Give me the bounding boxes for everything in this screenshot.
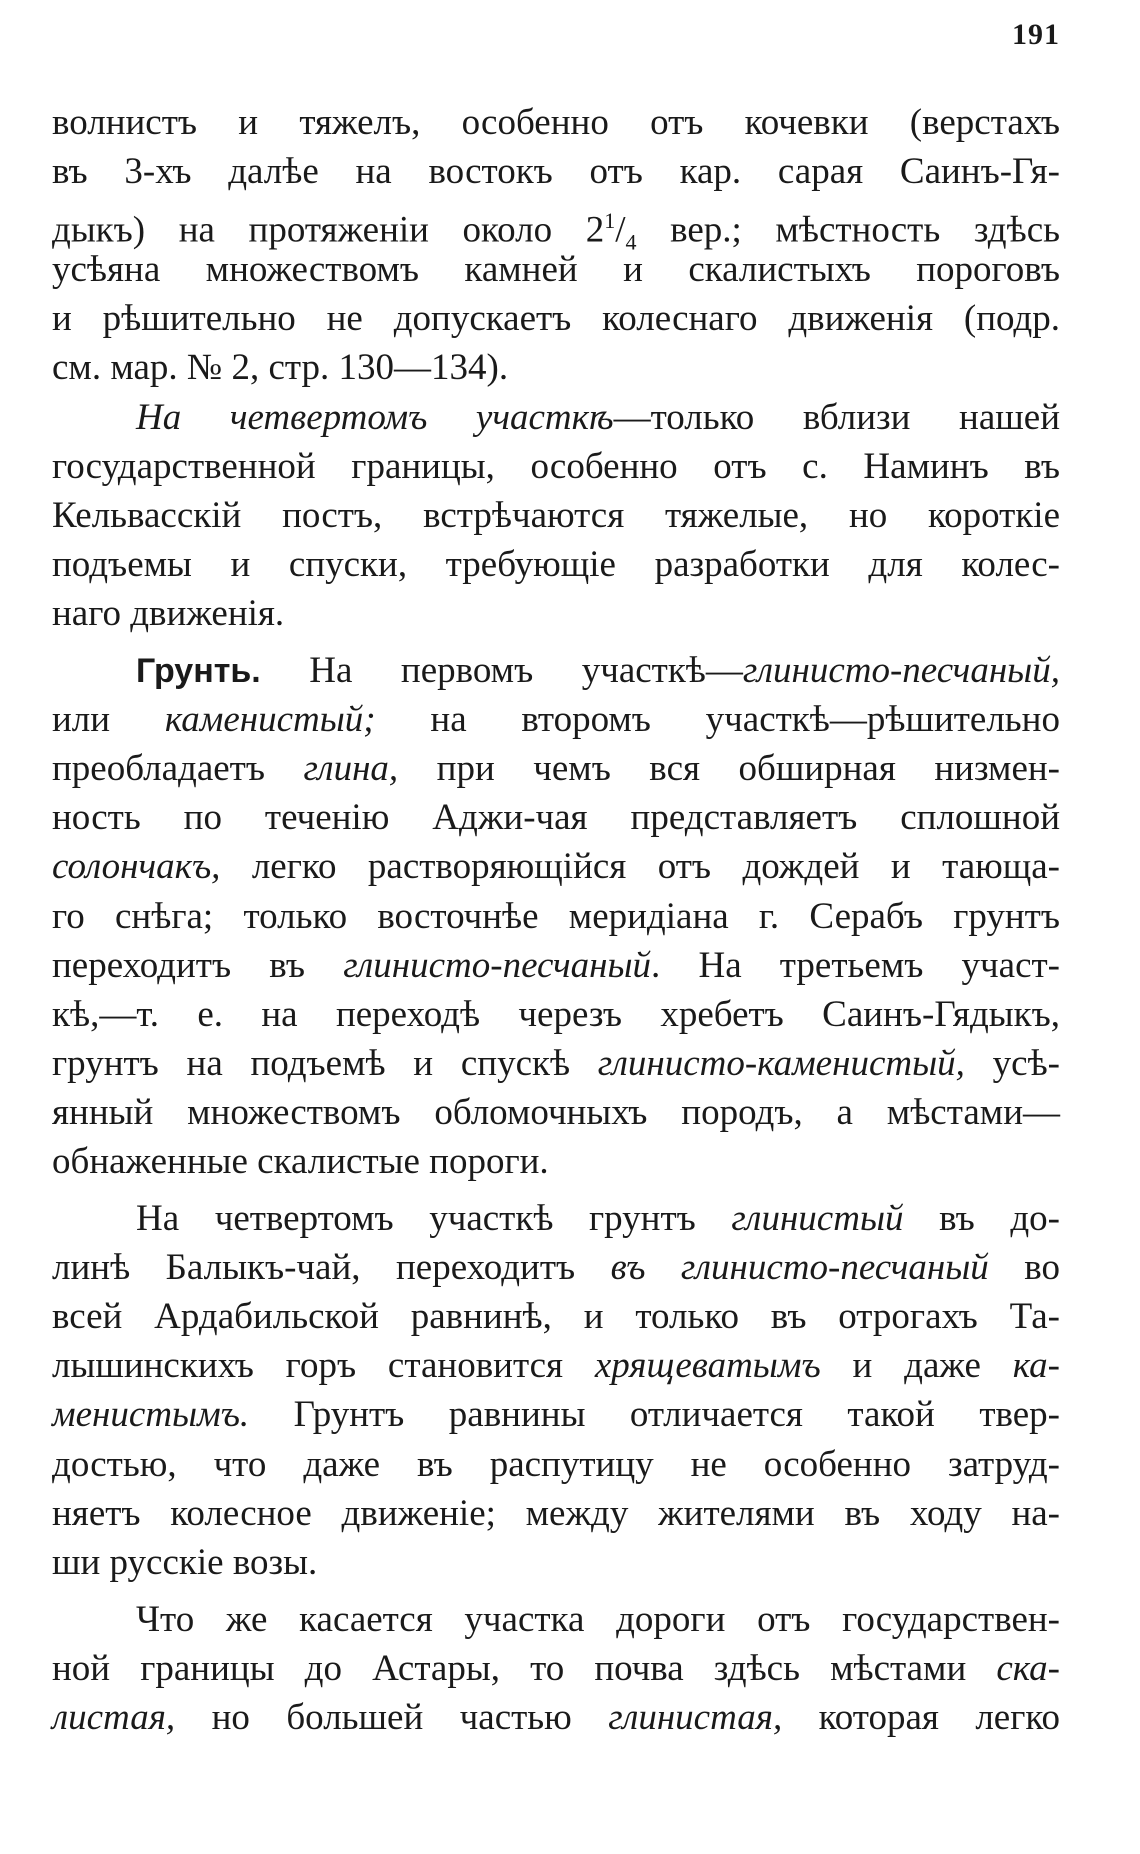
fraction-slash: / (615, 209, 626, 251)
italic-term: глинисто-песчаный, (742, 650, 1060, 692)
fraction-denominator: 4 (625, 229, 637, 255)
text-span: лышинскихъ горъ становится (52, 1345, 595, 1387)
text-line (52, 1693, 1060, 1742)
text-line: государственной границы, особенно отъ с. Наминъ въ (52, 445, 1060, 487)
page-number: 191 (1012, 18, 1060, 51)
italic-term: въ глинисто-песчаный (610, 1247, 989, 1289)
italic-term: глинисто-песчаный (343, 944, 652, 986)
text-line: обнаженные скалистые пороги. (52, 1140, 549, 1182)
text-span: преобладаетъ (52, 748, 304, 790)
text-span: при чемъ вся обширная низмен- (398, 748, 1060, 790)
text-line: см. мар. № 2, стр. 130—134). (52, 347, 509, 389)
italic-term: глина, (303, 748, 399, 790)
italic-term: ка- (1012, 1345, 1061, 1387)
text-line (52, 393, 1060, 442)
text-line (52, 1243, 1060, 1292)
text-line: Кельвасскій постъ, встрѣчаются тяжелые, но короткіе (52, 494, 1060, 536)
text-line (52, 1644, 1060, 1693)
text-line (52, 646, 1060, 695)
text-span: въ до- (903, 1198, 1060, 1240)
paragraph-gap (52, 1587, 1060, 1595)
italic-term: листая, (52, 1697, 176, 1738)
paragraph-5 (52, 1595, 1060, 1742)
text-span: грунтъ на подъемѣ и спускѣ (52, 1042, 598, 1084)
text-span: На четвертомъ участкѣ грунтъ (136, 1198, 732, 1240)
text-span: дыкъ) на протяженіи около 2 (52, 209, 605, 251)
text-line: ность по теченію Аджи-чая представляетъ сплошной (52, 797, 1060, 839)
text-line: го снѣга; только восточнѣе меридіана г. Серабъ грунтъ (52, 895, 1060, 937)
paragraph-4 (52, 1194, 1060, 1587)
text-line: ши русскіе возы. (52, 1541, 318, 1583)
text-line: усѣяна множествомъ камней и скалистыхъ пороговъ (52, 249, 1060, 291)
text-line: волнистъ и тяжелъ, особенно отъ кочевки (верстахъ (52, 102, 1060, 143)
italic-term: На четвертомъ участкѣ (136, 396, 614, 438)
text-line: янный множествомъ обломочныхъ породъ, а мѣстами— (52, 1091, 1060, 1133)
paragraph-3 (52, 646, 1060, 1186)
paragraph-gap (52, 638, 1060, 646)
italic-term: глинисто-каменистый, (597, 1042, 965, 1084)
text-line: наго движенія. (52, 592, 285, 634)
text-line (52, 941, 1060, 990)
text-span: линѣ Балыкъ-чай, переходитъ (52, 1247, 611, 1289)
italic-term: солончакъ, (52, 846, 221, 888)
text-span: ной границы до Астары, то почва здѣсь мѣстами (52, 1647, 997, 1689)
text-line: подъемы и спуски, требующіе разработки для колес- (52, 543, 1060, 585)
text-line: всей Ардабильской равнинѣ, и только въ отрогахъ Та- (52, 1296, 1060, 1338)
text-span: На первомъ участкѣ— (260, 650, 743, 692)
text-line: няетъ колесное движеніе; между жителями въ ходу на- (52, 1492, 1060, 1534)
text-line (52, 1390, 1060, 1439)
text-line: въ 3-хъ далѣе на востокъ отъ кар. сарая Саинъ-Гя- (52, 151, 1060, 193)
italic-term: менистымъ. (52, 1394, 250, 1436)
text-span: во (988, 1247, 1060, 1289)
paragraph-1 (52, 98, 1060, 393)
text-span: переходитъ въ (52, 944, 344, 986)
italic-term: хрящеватымъ (594, 1345, 821, 1387)
text-line: достью, что даже въ распутицу не особенно затруд- (52, 1443, 1060, 1485)
fraction-numerator: 1 (604, 208, 616, 234)
text-line (52, 1194, 1060, 1243)
italic-term: глинистый (731, 1198, 904, 1240)
section-heading: Грунть. (136, 652, 261, 691)
text-line (52, 695, 1060, 744)
page-text (52, 98, 1060, 1742)
text-line (52, 196, 1060, 255)
paragraph-gap (52, 1186, 1060, 1194)
italic-term: ска- (996, 1647, 1060, 1689)
text-span: или (52, 699, 165, 741)
text-line (52, 1341, 1060, 1390)
text-span: на второмъ участкѣ—рѣшительно (375, 699, 1060, 741)
text-line: кѣ,—т. е. на переходѣ черезъ хребетъ Саинъ-Гядыкъ, (52, 993, 1060, 1035)
text-span: усѣ- (964, 1042, 1060, 1084)
paragraph-2 (52, 393, 1060, 638)
text-span: легко растворяющійся отъ дождей и тающа- (220, 846, 1060, 888)
text-span: которая легко (782, 1697, 1060, 1738)
text-span: Грунтъ равнины отличается такой твер- (249, 1394, 1060, 1436)
text-span: но большей частью (175, 1697, 609, 1738)
italic-term: каменистый; (164, 699, 376, 741)
italic-term: глинистая, (608, 1697, 783, 1738)
text-line: и рѣшительно не допускаетъ колеснаго движенія (подр. (52, 298, 1060, 340)
text-line: Что же касается участка дороги отъ государствен- (136, 1598, 1060, 1640)
text-span: —только вблизи нашей (613, 396, 1060, 438)
text-span: и даже (820, 1345, 1013, 1387)
text-line (52, 1039, 1060, 1088)
text-line (52, 842, 1060, 891)
text-span: . На третьемъ участ- (651, 944, 1060, 986)
text-span: вер.; мѣстность здѣсь (636, 209, 1060, 251)
text-line (52, 744, 1060, 793)
